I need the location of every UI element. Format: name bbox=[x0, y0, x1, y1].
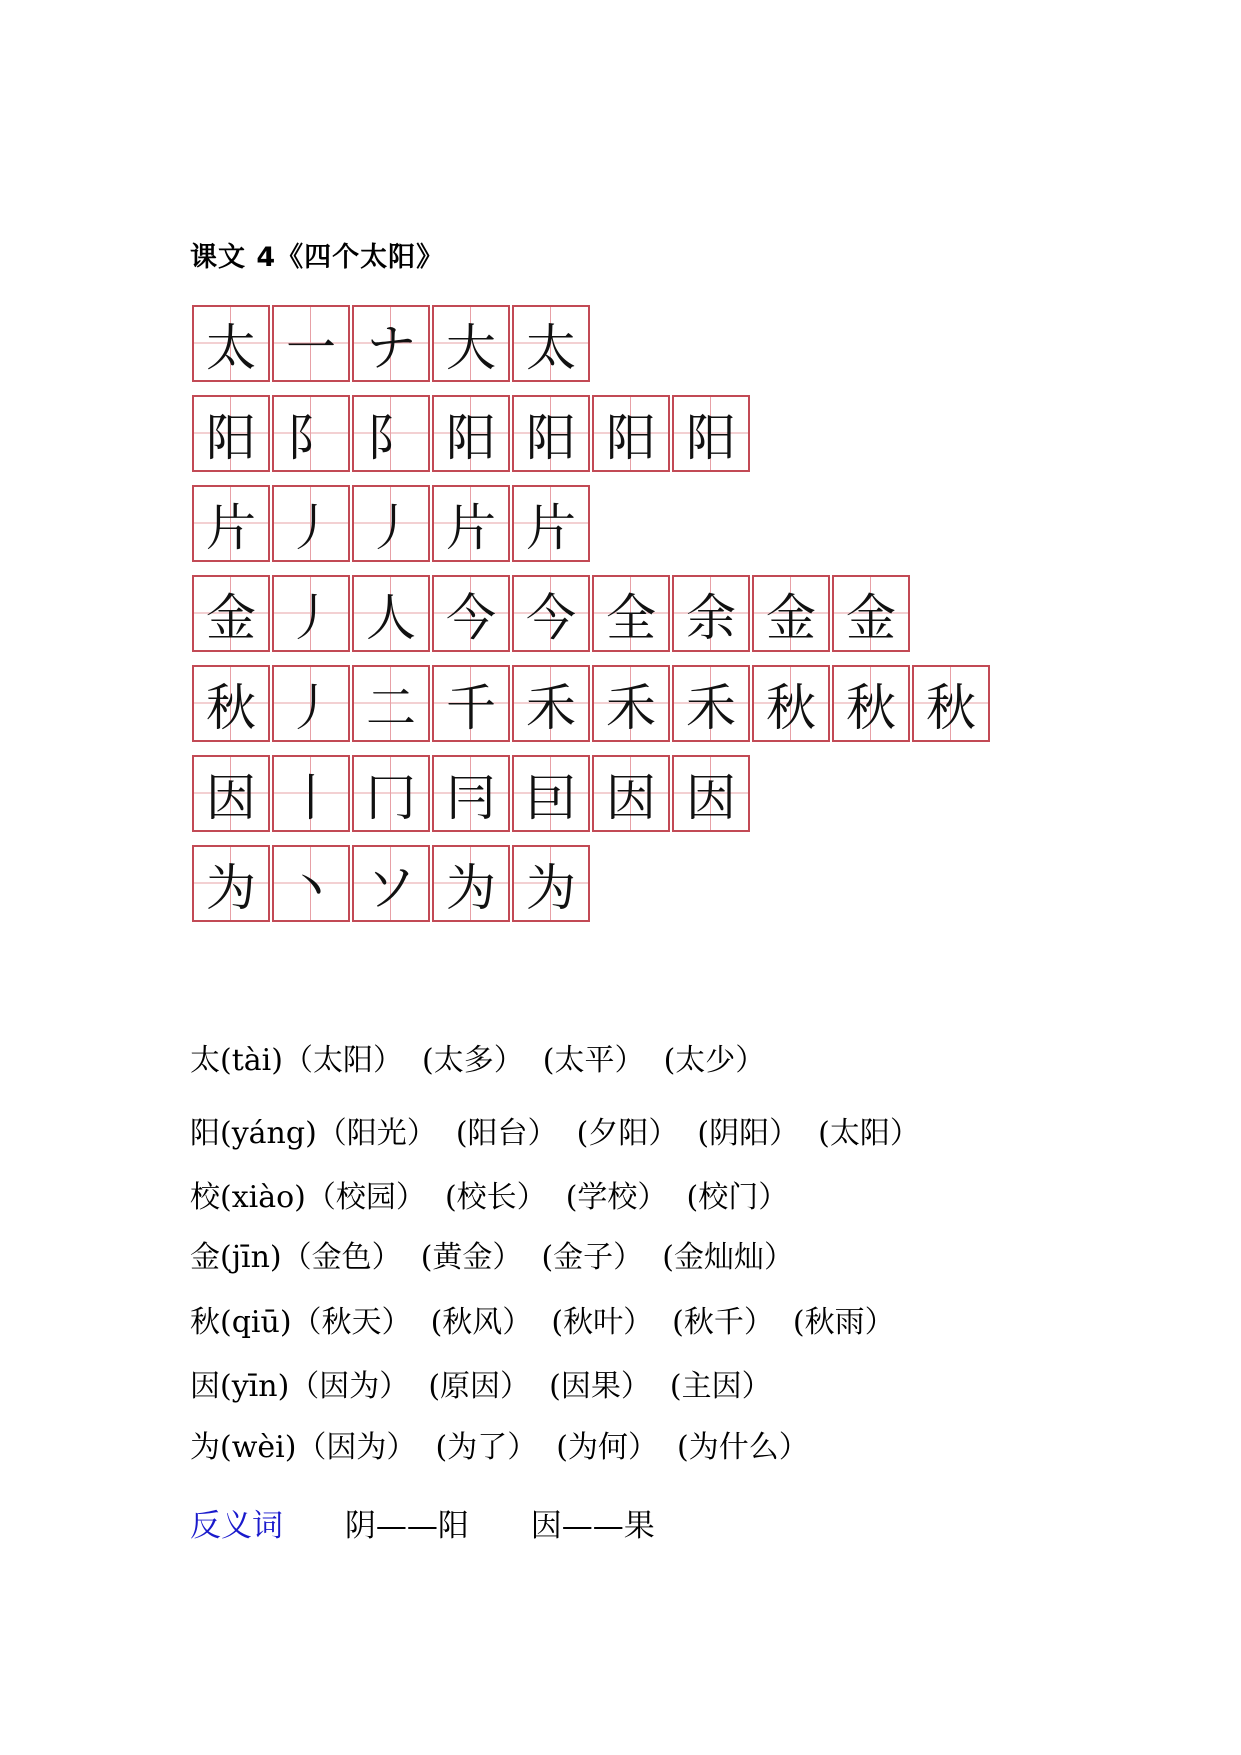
stroke-cell: 全 bbox=[592, 575, 670, 652]
antonym-pair: 阴——阳 bbox=[344, 1508, 469, 1544]
antonym-section bbox=[190, 1500, 707, 1545]
stroke-cell: 丿 bbox=[272, 665, 350, 742]
vocab-line: 太(tài)（太阳） (太多） (太平） (太少） bbox=[190, 1043, 766, 1078]
stroke-cell: 二 bbox=[352, 665, 430, 742]
antonym-pair: 因——果 bbox=[530, 1508, 655, 1544]
stroke-cell: 一 bbox=[272, 305, 350, 382]
vocab-line: 校(xiào)（校园） (校长） (学校） (校门） bbox=[190, 1180, 789, 1215]
stroke-cell: 因 bbox=[672, 755, 750, 832]
vocab-line: 阳(yáng)（阳光） (阳台） (夕阳） (阴阳） (太阳） bbox=[190, 1116, 920, 1151]
stroke-cell: 为 bbox=[512, 845, 590, 922]
stroke-cell: 片 bbox=[432, 485, 510, 562]
stroke-row bbox=[192, 485, 992, 562]
stroke-row bbox=[192, 845, 992, 922]
stroke-cell: 阳 bbox=[432, 395, 510, 472]
stroke-cell: 丿 bbox=[352, 485, 430, 562]
stroke-cell: 秋 bbox=[832, 665, 910, 742]
antonym-label: 反义词 bbox=[190, 1508, 283, 1544]
stroke-cell: ソ bbox=[352, 845, 430, 922]
stroke-cell: 大 bbox=[432, 305, 510, 382]
character-cell: 阳 bbox=[192, 395, 270, 472]
stroke-cell: 秋 bbox=[752, 665, 830, 742]
stroke-cell: 阳 bbox=[672, 395, 750, 472]
character-cell: 为 bbox=[192, 845, 270, 922]
stroke-cell: 今 bbox=[432, 575, 510, 652]
page-title: 课文 4《四个太阳》 bbox=[190, 242, 445, 273]
stroke-cell: 阳 bbox=[592, 395, 670, 472]
vocab-line: 金(jīn)（金色） (黄金） (金子） (金灿灿） bbox=[190, 1240, 794, 1275]
stroke-cell: 丨 bbox=[272, 755, 350, 832]
stroke-cell: 禾 bbox=[672, 665, 750, 742]
character-cell: 因 bbox=[192, 755, 270, 832]
stroke-cell: 丶 bbox=[272, 845, 350, 922]
stroke-cell: 太 bbox=[512, 305, 590, 382]
stroke-cell: 禾 bbox=[512, 665, 590, 742]
vocab-line: 为(wèi)（因为） (为了） (为何） (为什么） bbox=[190, 1430, 809, 1465]
character-cell: 秋 bbox=[192, 665, 270, 742]
stroke-row bbox=[192, 575, 992, 652]
stroke-row bbox=[192, 755, 992, 832]
stroke-cell: 为 bbox=[432, 845, 510, 922]
stroke-row bbox=[192, 665, 992, 742]
character-cell: 太 bbox=[192, 305, 270, 382]
stroke-cell: 今 bbox=[512, 575, 590, 652]
stroke-order-grid bbox=[192, 305, 992, 935]
stroke-cell: 禾 bbox=[592, 665, 670, 742]
stroke-cell: 千 bbox=[432, 665, 510, 742]
stroke-row bbox=[192, 305, 992, 382]
character-cell: 金 bbox=[192, 575, 270, 652]
stroke-cell: 片 bbox=[512, 485, 590, 562]
stroke-cell: ナ bbox=[352, 305, 430, 382]
stroke-cell: 阝 bbox=[352, 395, 430, 472]
stroke-cell: 囙 bbox=[512, 755, 590, 832]
stroke-cell: 丿 bbox=[272, 485, 350, 562]
stroke-cell: 因 bbox=[592, 755, 670, 832]
stroke-cell: 金 bbox=[832, 575, 910, 652]
stroke-cell: 余 bbox=[672, 575, 750, 652]
stroke-cell: 金 bbox=[752, 575, 830, 652]
stroke-cell: 冃 bbox=[432, 755, 510, 832]
stroke-cell: 冂 bbox=[352, 755, 430, 832]
stroke-row bbox=[192, 395, 992, 472]
character-cell: 片 bbox=[192, 485, 270, 562]
stroke-cell: 阳 bbox=[512, 395, 590, 472]
stroke-cell: 人 bbox=[352, 575, 430, 652]
vocab-line: 因(yīn)（因为） (原因） (因果） (主因） bbox=[190, 1369, 772, 1404]
stroke-cell: 阝 bbox=[272, 395, 350, 472]
stroke-cell: 丿 bbox=[272, 575, 350, 652]
vocab-line: 秋(qiū)（秋天） (秋风） (秋叶） (秋千） (秋雨） bbox=[190, 1305, 895, 1340]
stroke-cell: 秋 bbox=[912, 665, 990, 742]
